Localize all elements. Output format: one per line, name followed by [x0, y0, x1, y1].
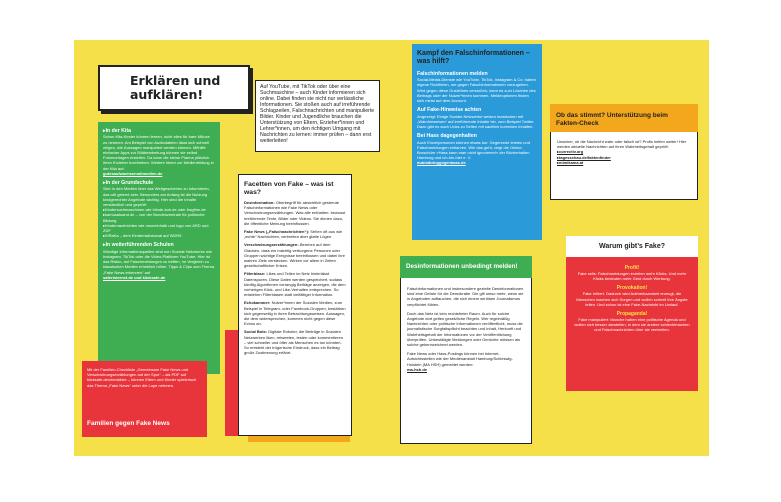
blue-s2-heading: Auf Fake-Hinweise achten [417, 107, 482, 114]
kita-heading: ▸ In der Kita [103, 128, 215, 134]
blue-s3-heading: Bei Hass dagegenhalten [417, 133, 477, 140]
blue-s3-link[interactable]: dubistbringgegenhass.de [417, 160, 466, 166]
why-s1-heading: Profit! [624, 265, 640, 271]
desinfo-title: Desinformationen unbedingt melden! [400, 256, 532, 278]
grundschule-item: ▸ kamusaluand.de – von der Bundeszentrale für politische Bildung [103, 212, 215, 222]
factcheck-link[interactable]: ▸ correctiv.org [557, 149, 691, 154]
grundschule-item: ▸ KiRaKa – dem Kinderradiokanal auf WDR5 [103, 233, 215, 238]
factcheck-text: Unsicher, ob die Nachricht wahr oder falsch ist? Profis helfen weiter! Hier werden aktuelle Nachrichten auf ihren Wahrheitsgehalt geprüft: [557, 139, 687, 150]
grundschule-item: ▸ Kindernachrichten wie neuneinhalb und logo von ARD und ZDF [103, 223, 215, 233]
desinfo-link[interactable]: ma-hsh.de [407, 366, 428, 372]
page-title: Erklären und aufklären! [130, 73, 221, 102]
weiterfuehrende-heading: ▸ In weiterführenden Schulen [103, 242, 215, 248]
desinfo-p2: Doch das Netz ist kein rechtsfreier Raum. Auch für solche Angebote dort gelten gesetzliche Regeln. Wer regelmäßig Nachrichten oder politische Informationen veröffentlicht, muss die journalistische Sorgfaltspflicht beachten und Inhalt, Herkunft und Wahrheitsgehalt der Informationen vor der Veröffentlichung überprüfen. Unbestätigte Meldungen oder Gerüchte müssen als solche gekennzeichnet werden. [407, 310, 523, 348]
facet-item: Verschwörungserzählungen: Beruhen auf dem Glauben, dass ein mächtig verborgene Personen oder Gruppen wichtige Ereignisse beeinflussen und dabei ihre wahren Ziele verstecken. Wirken vor allem in Zeiten gesellschaftlicher Krisen. [244, 242, 345, 269]
facet-item: Desinformation: Oberbegriff für absichtlich gestreute Falschinformationen wie Fake News oder Verschwörungserzählungen. Was alle enthalten: bewusst irreführende Texte, Bilder oder Videos. Sie dienen dazu, die öffentliche Meinung beeinflussen. [244, 200, 346, 226]
why-fake-section [566, 236, 698, 391]
blue-s1-text: Social-Media-Dienste wie YouTube, TikTok, Instagram & Co. haben eigene Richtlinien, um gegen Falschinformationen vorzugehen. Wird gegen diese Guidelines verstoßen, kann es zum Löschen des Beitrags oder der Nutzer*innen kommen. Meldeoptionen finden sich meist auf dem Account. [417, 77, 536, 104]
intro-box [255, 80, 380, 152]
blue-title: Kampf den Falschinformationen – was hilft? [417, 50, 530, 66]
why-s3-heading: Propaganda! [616, 311, 648, 318]
why-s1-text: Fake sells: Falschmeldungen erzielen mehr Klicks. Und mehr Klicks bedeuten mehr Geld durch Werbung. [577, 271, 687, 282]
blue-s2-text: Angezeigt: Einige Soziale Netzwerke weisen inzwischen mit „Warnhinweisen“ auf irreführende Inhalte hin, zum Beispiel Twitter. Dazu gibt es auch Links zu Seiten mit sachlich korrekten Inhalten. [417, 113, 535, 130]
grundschule-item: ▸ Kindersuchmaschinen wie blinde-kuh.de oder fragfinn.de [103, 207, 215, 212]
intro-text: Auf YouTube, mit TikTok oder über eine Suchmaschine – auch Kinder informieren sich online. Dabei finden sie nicht nur verlässliche Informationen. Sie stoßen auch auf irreführende Schlagzeilen, Falschnachrichten und manipulierte Bilder. Kinder und Jugendliche brauchen die Unterstützung von Eltern, Erzieher*innen und Lehrer*innen, um den richtigen Umgang mit Nachrichten zu lernen: immer prüfen – dann erst weiterleiten! [260, 84, 375, 144]
report-disinformation-section [400, 256, 532, 444]
factcheck-link[interactable]: ▸ mimikama.at [557, 160, 691, 165]
title-box [98, 65, 250, 111]
facets-section [238, 174, 352, 436]
blue-s3-text: Auch Einzelpersonen können etwas tun: Gegenrede leisten und Falschmeldungen entlarven. Wie das geht, zeigt die Online-Broschüre »Hass kann man nicht ignorieren!« der Bücherhallen Hamburg und ich-bin-hier e. V. [417, 139, 530, 161]
why-s2-text: Fake irritiert. Dadurch wird Aufmerksamkeit erzeugt, die Menschen machen sich Sorgen und wollen schnell ihre Ängste teilen. Und schon ist eine Fake-Nachricht im Umlauf. [576, 291, 688, 307]
kita-link[interactable]: gutesaufwachsenmitmedien.de [103, 170, 163, 176]
fight-misinformation-section [412, 44, 542, 240]
desinfo-p3: Fake News oder Hass-Postings können bei Internet-Aufsichtsstellen wie der Medienanstalt Hamburg/Schleswig-Holstein (MA HSH) gemeldet werden: [407, 351, 513, 367]
weiterfuehrende-text: Wichtige Informationsquellen sind nun Soziale Netzwerke wie Instagram, TikTok oder die Video-Plattform YouTube. Hier ist das Risiko, auf Falschmeldungen zu treffen, im Vergleich zu klassischen Medien erheblich höher. Tipps & Clips zum Thema „Fake News erkennen“ auf [103, 248, 215, 275]
why-s2-heading: Provokation! [616, 285, 648, 292]
kita-text: Schon Kita-Kinder können lernen, nicht alles für bare Münze zu nehmen. Am Beispiel von Audiodateien lässt sich schnell zeigen, wie Aussagen manipuliert werden können. Mithilfe einfacher Apps zur Bildbearbeitung können sie selbst Fotomontagen erstellen. Da kann die kleine Pianna plötzlich ihren Erzieher hochheben. Weitere Ideen zur Medienbildung in der Kita auf: [103, 134, 214, 171]
why-s3-text: Fake manipuliert: Manche haben eine politische Agenda und wollen sich besser darstellen, in dem sie andere schlechtmachen und Falschnachrichten über sie verbreiten. [574, 317, 690, 333]
weiterfuehrende-link[interactable]: saferinternet.de und klicksafe.de [103, 274, 166, 280]
facet-item: Social Bots: Digitale Roboter, die Beiträge in Sozialen Netzwerken liken, retweeten, testen oder kommentieren – viel schneller und öfter als Menschen es tun könnten. So entsteht der trügerische Eindruck, dass ein Beitrag große Zustimmung erfährt. [244, 329, 343, 356]
desinfo-p1: Falschinformationen und insbesondere gezielte Desinformationen sind eine Gefahr für die Demokratie. Die gilt umso mehr, wenn sie in Angeboten auftauchen, die sich einem seriösen Journalismus verpflichtet fühlen. [407, 286, 524, 307]
facet-item: Echokammer: Nutzer*innen der Sozialen Medien, zum Beispiel in Telegram- oder Facebook-Gruppen, bestärken sich gegenseitig in ihren Betrachtungsweisen. Aussagen, die dem widersprechen, kommen nicht gegen diese Echos an. [244, 300, 346, 327]
families-title: Familien gegen Fake News [82, 415, 207, 437]
families-text: Mit der Familien-Checkliste „Gemeinsam Fake News und Verschwörungserzählungen auf der Spur“ – als PDF auf klicksafe.de/checkliste – können Eltern und Kinder spielerisch das Thema „Fake News“ unter die Lupe nehmen. [87, 367, 197, 388]
factcheck-link[interactable]: ▸ tagesschau.de/faktenfinder [557, 155, 691, 160]
grundschule-heading: ▸ In der Grundschule [103, 180, 215, 186]
facets-title: Facetten von Fake – was ist was? [244, 181, 334, 196]
facet-item: Fake News („Falschnachrichten“): Sehen oft aus wie „echte“ Nachrichten, verbreiten aber glatte Lügen. [244, 229, 343, 240]
grundschule-text: Sich in den Medien über das Weltgeschehen zu informieren, das will gelernt sein. Besonders am Anfang ist die Nutzung kindgerechter Angebote wichtig. Hier sind die Inhalte verständlich und geprüft: [103, 186, 210, 208]
facet-item: Filterblase: Likes und Teilen im Netz hinterlässt Datenspuren. Diese Daten werden gespeichert, sodass künftig Algorithmen vorrangig Beiträge anzeigen, die dem vorherigen Klick- und Like-Verhalten entsprechen. So entstehen Filterblasen statt vielfältiger Information. [244, 271, 346, 298]
blue-s1-heading: Falschinformationen melden [417, 70, 488, 77]
school-levels-section [98, 122, 220, 374]
factcheck-title: Ob das stimmt? Unterstützung beim Fakten-Check [550, 104, 698, 132]
why-title: Warum gibt’s Fake? [566, 236, 698, 257]
